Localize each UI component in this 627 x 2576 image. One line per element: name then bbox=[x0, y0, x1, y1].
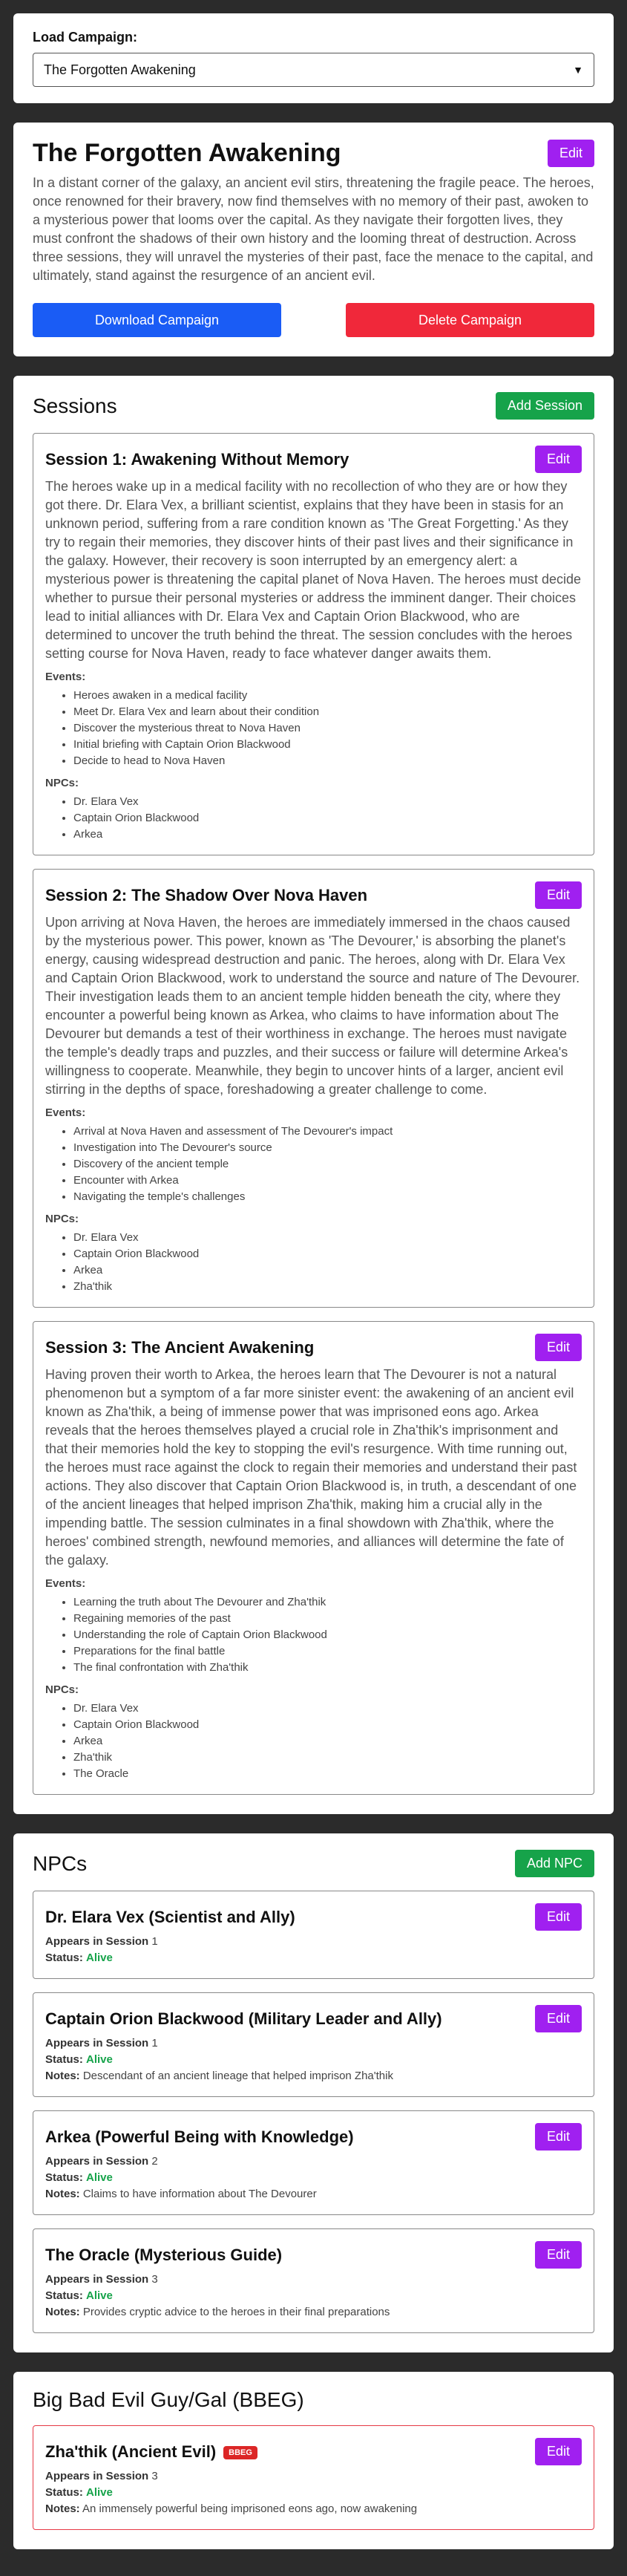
npc-session: 1 bbox=[151, 2037, 158, 2050]
npc-notes-label: Notes: bbox=[45, 2188, 80, 2200]
session-header bbox=[45, 446, 582, 473]
npc-name: Captain Orion Blackwood (Military Leader and Ally) bbox=[45, 2009, 442, 2028]
npc-header bbox=[45, 1903, 582, 1931]
npc-appears-label: Appears in Session bbox=[45, 2155, 149, 2168]
npc-notes bbox=[45, 2068, 582, 2084]
bbeg-status-label: Status: bbox=[45, 2486, 83, 2499]
campaign-select-value: The Forgotten Awakening bbox=[44, 62, 196, 77]
npcs-label: NPCs: bbox=[45, 777, 79, 789]
session-npc-item: • Captain Orion Blackwood bbox=[73, 1717, 582, 1733]
npcs-label: NPCs: bbox=[45, 1683, 79, 1696]
events-list bbox=[45, 1594, 582, 1676]
npc-status bbox=[45, 2170, 582, 2186]
session-header bbox=[45, 1334, 582, 1361]
npc-status-label: Status: bbox=[45, 2171, 83, 2184]
sessions-title: Sessions bbox=[33, 394, 117, 417]
npc-status-value: Alive bbox=[86, 1951, 113, 1964]
add-session-button[interactable]: Add Session bbox=[496, 392, 594, 420]
session-npc-item: • Zha'thik bbox=[73, 1279, 582, 1295]
session-npc-item: • Arkea bbox=[73, 1262, 582, 1279]
npcs-list bbox=[33, 1891, 594, 2333]
event-item: • Discover the mysterious threat to Nova Haven bbox=[73, 720, 582, 737]
event-item: • Meet Dr. Elara Vex and learn about their condition bbox=[73, 704, 582, 720]
npc-status-label: Status: bbox=[45, 1951, 83, 1964]
download-campaign-button[interactable]: Download Campaign bbox=[33, 303, 281, 337]
npc-status-value: Alive bbox=[86, 2053, 113, 2066]
campaign-description: In a distant corner of the galaxy, an ancient evil stirs, threatening the fragile peace. The heroes, once renowned for their bravery, now find themselves with no memory of their past, awoken to a mysterious power that looms over the capital. As they navigate their forgotten lives, they must confront the shadows of their own history and the looming threat of destruction. Across three sessions, they will unravel the mysteries of their past, face the menace to the capital, and ultimately, stand against the resurgence of an ancient evil. bbox=[33, 175, 594, 283]
npc-appears bbox=[45, 1934, 582, 1950]
npc-notes-value: Descendant of an ancient lineage that helped imprison Zha'thik bbox=[82, 2070, 393, 2082]
npc-header bbox=[45, 2241, 582, 2269]
events-label: Events: bbox=[45, 1577, 86, 1590]
npc-notes bbox=[45, 2186, 582, 2202]
events-label: Events: bbox=[45, 671, 86, 683]
npc-status-label: Status: bbox=[45, 2289, 83, 2302]
npc-session: 2 bbox=[151, 2155, 158, 2168]
npc-header bbox=[45, 2123, 582, 2151]
event-item: • Encounter with Arkea bbox=[73, 1173, 582, 1189]
npc-name: Dr. Elara Vex (Scientist and Ally) bbox=[45, 1907, 295, 1926]
edit-session-button[interactable]: Edit bbox=[535, 1334, 582, 1361]
session-title: Session 1: Awakening Without Memory bbox=[45, 449, 349, 469]
events-label: Events: bbox=[45, 1106, 86, 1119]
npc-notes-value: Provides cryptic advice to the heroes in their final preparations bbox=[82, 2306, 390, 2318]
session-title: Session 3: The Ancient Awakening bbox=[45, 1337, 315, 1357]
events-list bbox=[45, 1124, 582, 1205]
campaign-select[interactable] bbox=[33, 53, 594, 87]
session-description: Upon arriving at Nova Haven, the heroes are immediately immersed in the chaos caused by the mysterious power. This power, known as 'The Devourer,' is absorbing the planet's energy, causing widespread destruction and panic. The heroes, along with Dr. Elara Vex and Captain Orion Blackwood, work to understand the source and nature of The Devourer. Their investigation leads them to an ancient temple hidden beneath the city, where they encounter a powerful being known as Arkea, who claims to have information about The Devourer but demands a test of their worthiness in exchange. The heroes must navigate the temple's deadly traps and puzzles, and their success or failure will determine Arkea's willingness to cooperate. Meanwhile, they begin to uncover hints of a larger, ancient evil stirring in the depths of space, foreshadowing a greater challenge to come. bbox=[45, 915, 580, 1097]
bbeg-panel bbox=[13, 2372, 614, 2549]
campaign-panel bbox=[13, 123, 614, 356]
npc-notes-value: Claims to have information about The Devourer bbox=[82, 2188, 317, 2200]
bbeg-notes bbox=[45, 2501, 582, 2517]
npc-notes bbox=[45, 2304, 582, 2321]
event-item: • Heroes awaken in a medical facility bbox=[73, 688, 582, 704]
session-npc-item: • Dr. Elara Vex bbox=[73, 794, 582, 810]
session-description: Having proven their worth to Arkea, the heroes learn that The Devourer is not a natural phenomenon but a symptom of a far more sinister event: the awakening of an ancient evil known as Zha'thik, a being of immense power that was imprisoned eons ago. Arkea reveals that the heroes themselves played a crucial role in Zha'thik's imprisonment and that their memories hold the key to stopping the evil's resurgence. With time running out, the heroes must race against the clock to regain their memories and understand their past actions. They also discover that Captain Orion Blackwood is, in truth, a descendant of one of the ancient lineages that helped imprison Zha'thik, making him a crucial ally in the impending battle. The session culminates in a final showdown with Zha'thik, where the heroes' combined strength, newfound memories, and alliances will determine the fate of the galaxy. bbox=[45, 1367, 577, 1568]
session-npc-item: • Captain Orion Blackwood bbox=[73, 1246, 582, 1262]
npc-notes-label: Notes: bbox=[45, 2306, 80, 2318]
npc-header bbox=[45, 2005, 582, 2032]
sessions-panel bbox=[13, 376, 614, 1814]
npc-card bbox=[33, 1992, 594, 2097]
session-npc-item: • Zha'thik bbox=[73, 1750, 582, 1766]
edit-npc-button[interactable]: Edit bbox=[535, 1903, 582, 1931]
npc-appears bbox=[45, 2272, 582, 2288]
session-npcs-list bbox=[45, 1701, 582, 1782]
session-header bbox=[45, 881, 582, 909]
npc-card bbox=[33, 2110, 594, 2215]
events-list bbox=[45, 688, 582, 769]
sessions-list bbox=[33, 433, 594, 1795]
bbeg-appears-label: Appears in Session bbox=[45, 2470, 149, 2482]
npcs-label: NPCs: bbox=[45, 1213, 79, 1225]
npc-name: Arkea (Powerful Being with Knowledge) bbox=[45, 2127, 354, 2146]
bbeg-title: Big Bad Evil Guy/Gal (BBEG) bbox=[33, 2388, 304, 2411]
bbeg-status bbox=[45, 2485, 582, 2501]
load-campaign-label: Load Campaign: bbox=[33, 30, 138, 45]
event-item: • Regaining memories of the past bbox=[73, 1611, 582, 1627]
npc-appears-label: Appears in Session bbox=[45, 2037, 149, 2050]
event-item: • Navigating the temple's challenges bbox=[73, 1189, 582, 1205]
npcs-panel bbox=[13, 1833, 614, 2352]
npc-status-label: Status: bbox=[45, 2053, 83, 2066]
bbeg-notes-value: An immensely powerful being imprisoned eons ago, now awakening bbox=[82, 2502, 418, 2515]
bbeg-badge: BBEG bbox=[223, 2446, 257, 2459]
event-item: • Decide to head to Nova Haven bbox=[73, 753, 582, 769]
chevron-down-icon: ▼ bbox=[573, 64, 583, 76]
npc-appears-label: Appears in Session bbox=[45, 1935, 149, 1948]
bbeg-notes-label: Notes: bbox=[45, 2502, 80, 2515]
event-item: • Learning the truth about The Devourer and Zha'thik bbox=[73, 1594, 582, 1611]
edit-campaign-button[interactable]: Edit bbox=[548, 140, 594, 167]
event-item: • Discovery of the ancient temple bbox=[73, 1156, 582, 1173]
add-npc-button[interactable]: Add NPC bbox=[515, 1850, 594, 1877]
bbeg-card bbox=[33, 2425, 594, 2530]
session-npc-item: • Arkea bbox=[73, 826, 582, 843]
session-card bbox=[33, 1321, 594, 1795]
edit-bbeg-button[interactable]: Edit bbox=[535, 2438, 582, 2465]
edit-session-button[interactable]: Edit bbox=[535, 881, 582, 909]
npc-appears-label: Appears in Session bbox=[45, 2273, 149, 2286]
bbeg-name: Zha'thik (Ancient Evil) bbox=[45, 2442, 217, 2461]
session-npcs-list bbox=[45, 1230, 582, 1295]
session-card bbox=[33, 869, 594, 1308]
bbeg-appears bbox=[45, 2468, 582, 2485]
npc-status-value: Alive bbox=[86, 2289, 113, 2302]
npcs-title: NPCs bbox=[33, 1851, 88, 1875]
session-npc-item: • Arkea bbox=[73, 1733, 582, 1750]
edit-npc-button[interactable]: Edit bbox=[535, 2005, 582, 2032]
bbeg-name-row bbox=[45, 2442, 257, 2462]
npc-card bbox=[33, 1891, 594, 1979]
session-description: The heroes wake up in a medical facility with no recollection of who they are or how they got there. Dr. Elara Vex, a brilliant scientist, explains that they have been in stasis for an unknown period, suffering from a rare condition known as 'The Great Forgetting.' As they try to regain their memories, they discover hints of their past lives and their significance in the galaxy. However, their recovery is soon interrupted by an emergency alert: a mysterious power is threatening the capital planet of Nova Haven. The heroes must decide whether to pursue their personal mysteries or address the imminent danger. Their choices lead to initial alliances with Dr. Elara Vex and Captain Orion Blackwood, who are determined to uncover the truth behind the threat. The session concludes with the heroes setting course for Nova Haven, ready to face whatever danger awaits them. bbox=[45, 479, 582, 661]
delete-campaign-button[interactable]: Delete Campaign bbox=[346, 303, 594, 337]
session-npc-item: • Dr. Elara Vex bbox=[73, 1701, 582, 1717]
event-item: • Preparations for the final battle bbox=[73, 1643, 582, 1660]
session-title: Session 2: The Shadow Over Nova Haven bbox=[45, 885, 368, 904]
npc-status bbox=[45, 2288, 582, 2304]
session-npc-item: • Dr. Elara Vex bbox=[73, 1230, 582, 1246]
npc-appears bbox=[45, 2153, 582, 2170]
session-npcs-list bbox=[45, 794, 582, 843]
bbeg-status-value: Alive bbox=[86, 2486, 113, 2499]
npc-notes-label: Notes: bbox=[45, 2070, 80, 2082]
bbeg-session: 3 bbox=[151, 2470, 158, 2482]
event-item: • Initial briefing with Captain Orion Blackwood bbox=[73, 737, 582, 753]
npc-status bbox=[45, 1950, 582, 1966]
session-npc-item: • Captain Orion Blackwood bbox=[73, 810, 582, 826]
npc-status bbox=[45, 2052, 582, 2068]
event-item: • The final confrontation with Zha'thik bbox=[73, 1660, 582, 1676]
edit-npc-button[interactable]: Edit bbox=[535, 2123, 582, 2151]
edit-session-button[interactable]: Edit bbox=[535, 446, 582, 473]
event-item: • Investigation into The Devourer's source bbox=[73, 1140, 582, 1156]
npc-status-value: Alive bbox=[86, 2171, 113, 2184]
npc-appears bbox=[45, 2035, 582, 2052]
event-item: • Arrival at Nova Haven and assessment of The Devourer's impact bbox=[73, 1124, 582, 1140]
edit-npc-button[interactable]: Edit bbox=[535, 2241, 582, 2269]
npc-card bbox=[33, 2228, 594, 2333]
npc-session: 3 bbox=[151, 2273, 158, 2286]
npc-session: 1 bbox=[151, 1935, 158, 1948]
npc-name: The Oracle (Mysterious Guide) bbox=[45, 2245, 283, 2264]
load-campaign-panel bbox=[13, 13, 614, 103]
session-npc-item: • The Oracle bbox=[73, 1766, 582, 1782]
campaign-title: The Forgotten Awakening bbox=[33, 139, 341, 167]
event-item: • Understanding the role of Captain Orion Blackwood bbox=[73, 1627, 582, 1643]
session-card bbox=[33, 433, 594, 855]
